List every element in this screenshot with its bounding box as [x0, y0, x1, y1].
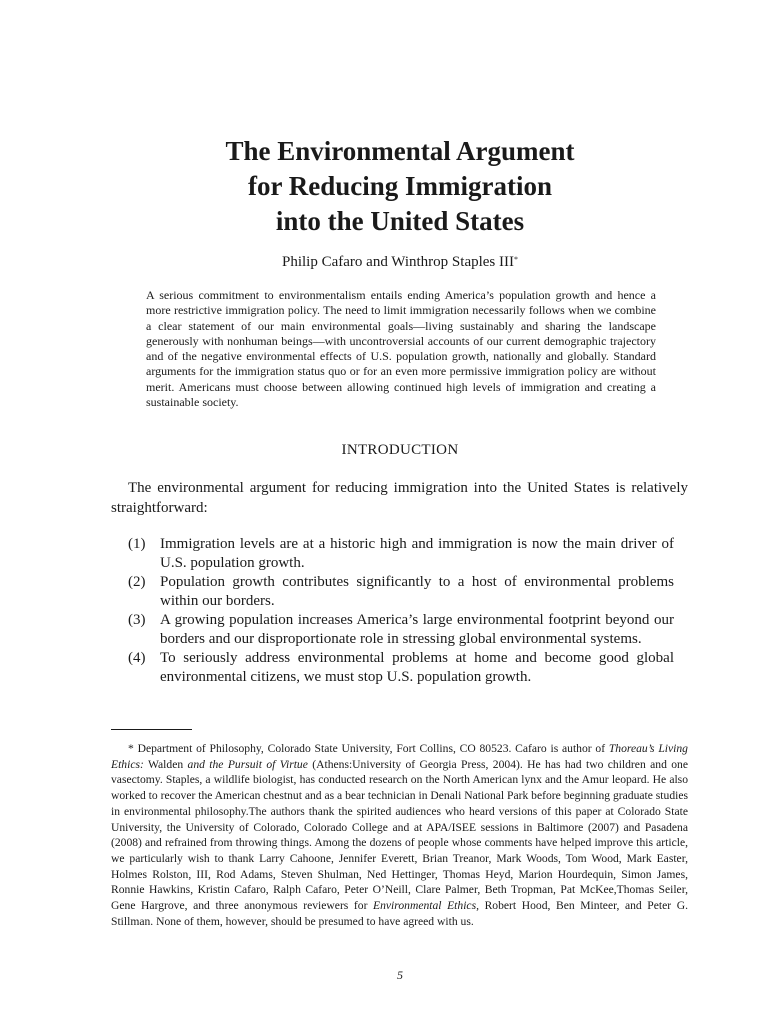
list-text: Population growth contributes significantly to a host of environmental problems within our borders.: [160, 574, 674, 609]
book-title: Thoreau’s Living Ethics:: [111, 742, 688, 771]
footnote: [111, 741, 688, 929]
footnote-divider: [111, 729, 192, 730]
footnote-text: (Athens:University of Georgia Press, 2004). He has had two children and one vasectomy. Staples, a wildlife biologist, has conducted research on the North American lynx and the Amur leopard. He also worked to recover the American chestnut and as a bear technician in Denali National Park before beginning graduate studies in environmental philosophy.The authors thank the spirited audiences who heard versions of this paper at Colorado State University, the University of Colorado, Colorado College and at APA/ISEE sessions in Baltimore (2007) and Pasadena (2008) and refrained from throwing things. Among the dozens of people whose comments have helped improve this article, we particularly wish to thank Larry Cahoone, Jennifer Everett, Brian Treanor, Mark Woods, Tom Wood, Mark Easter, Holmes Rolston, III, Rod Adams, Steven Shulman, Ned Hettinger, Thomas Heyd, Marion Hourdequin, Simon James, Ronnie Hawkins, Kristin Cafaro, Ralph Cafaro, Peter O’Neill, Clare Palmer, Beth Tropman, Pat McKee,Thomas Seiler, Gene Hargrove, and three anonymous reviewers for: [111, 757, 688, 913]
title-line: The Environmental Argument: [225, 136, 575, 166]
list-text: Immigration levels are at a historic high and immigration is now the main driver of U.S. population growth.: [160, 536, 674, 571]
page-number: 5: [397, 968, 403, 982]
abstract: A serious commitment to environmentalism entails ending America’s population growth and hence a more restrictive immigration policy. The need to limit immigration necessarily follows when we combine a clear statement of our main environmental goals—living sustainably and sharing the landscape generously with nonhuman beings—with uncontroversial accounts of our current demographic trajectory and of the negative environmental effects of U.S. population growth, nationally and globally. Standard arguments for the immigration status quo or for an even more permissive immigration policy are without merit. Americans must choose between allowing continued high levels of immigration and creating a sustainable society.: [146, 288, 656, 410]
argument-list: [128, 535, 674, 687]
list-item: [128, 649, 674, 687]
intro-paragraph: The environmental argument for reducing immigration into the United States is relatively straightforward:: [111, 480, 688, 516]
list-number: (3): [128, 612, 146, 628]
section-heading: INTRODUCTION: [341, 442, 459, 458]
list-number: (1): [128, 536, 146, 552]
paper-title: [0, 134, 768, 239]
title-line: for Reducing Immigration: [248, 171, 552, 201]
footnote-text: * Department of Philosophy, Colorado State University, Fort Collins, CO 80523. Cafaro is author of: [128, 742, 609, 755]
footnote-text: Robert Hood, Ben Minteer, and Peter G. Stillman. None of them, however, should be presumed to have agreed with us.: [111, 899, 688, 928]
title-line: into the United States: [275, 206, 525, 236]
book-subtitle: and the Pursuit of Virtue: [187, 757, 308, 771]
list-text: A growing population increases America’s large environmental footprint beyond our borders and our disproportionate role in stressing global environmental systems.: [160, 612, 674, 647]
list-number: (2): [128, 574, 146, 590]
book-title-roman: Walden: [143, 757, 188, 771]
footnote-marker[interactable]: *: [514, 255, 518, 264]
list-item: [128, 611, 674, 649]
list-item: [128, 535, 674, 573]
author-line: [0, 252, 768, 272]
list-item: [128, 573, 674, 611]
list-number: (4): [128, 650, 146, 666]
author-names: Philip Cafaro and Winthrop Staples III: [282, 254, 514, 270]
list-text: To seriously address environmental problems at home and become good global environmental citizens, we must stop U.S. population growth.: [160, 650, 674, 685]
journal-title: Environmental Ethics,: [373, 899, 479, 913]
